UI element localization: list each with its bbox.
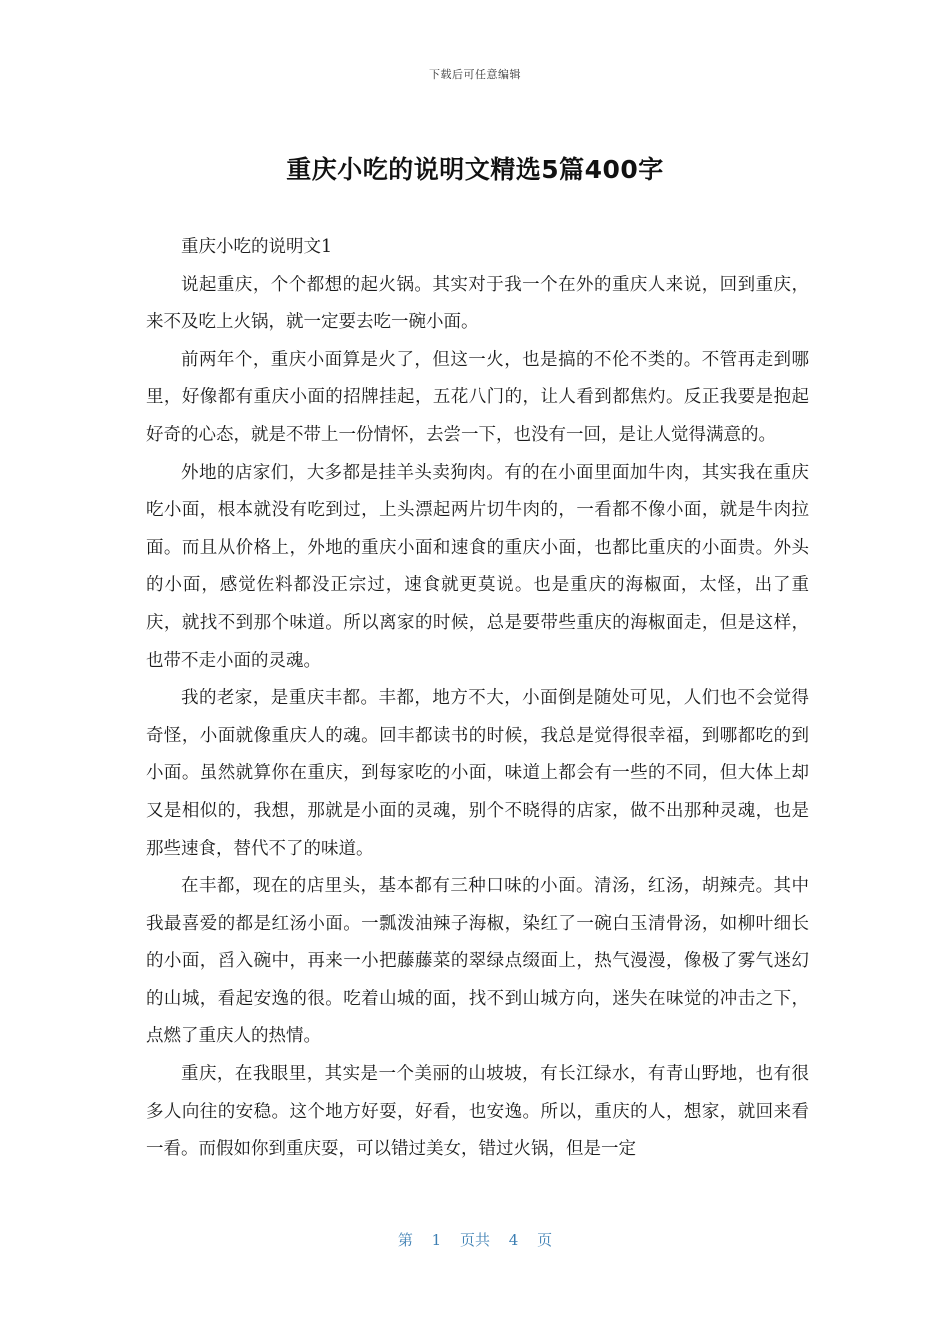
- page-number-footer: [0, 1229, 950, 1250]
- section-heading: 重庆小吃的说明文1: [181, 237, 333, 257]
- paragraph: 外地的店家们，大多都是挂羊头卖狗肉。有的在小面里面加牛肉，其实我在重庆吃小面，根本就没有吃到过，上头漂起两片切牛肉的，一看都不像小面，就是牛肉拉面。而且从价格上，外地的重庆小面和速食的重庆小面，也都比重庆的小面贵。外头的小面，感觉佐料都没正宗过，速食就更莫说。也是重庆的海椒面，太怪，出了重庆，就找不到那个味道。所以离家的时候，总是要带些重庆的海椒面走，但是这样，也带不走小面的灵魂。: [146, 462, 809, 671]
- current-page-number: 1: [431, 1231, 442, 1249]
- page-prefix: 第: [397, 1231, 413, 1249]
- paragraph: 我的老家，是重庆丰都。丰都，地方不大，小面倒是随处可见，人们也不会觉得奇怪，小面就像重庆人的魂。回丰都读书的时候，我总是觉得很幸福，到哪都吃的到小面。虽然就算你在重庆，到每家吃的小面，味道上都会有一些的不同，但大体上却又是相似的，我想，那就是小面的灵魂，别个不晓得的店家，做不出那种灵魂，也是那些速食，替代不了的味道。: [146, 688, 809, 859]
- page-suffix: 页: [537, 1231, 553, 1249]
- paragraph: 重庆，在我眼里，其实是一个美丽的山坡坡，有长江绿水，有青山野地，也有很多人向往的安稳。这个地方好耍，好看，也安逸。所以，重庆的人，想家，就回来看一看。而假如你到重庆耍，可以错过美女，错过火锅，但是一定: [146, 1064, 809, 1160]
- document-body: [146, 229, 809, 1169]
- total-pages-number: 4: [508, 1231, 519, 1249]
- paragraph: 说起重庆，个个都想的起火锅。其实对于我一个在外的重庆人来说，回到重庆，来不及吃上火锅，就一定要去吃一碗小面。: [146, 274, 809, 333]
- header-note: 下载后可任意编辑: [429, 68, 521, 81]
- document-title: 重庆小吃的说明文精选5篇400字: [286, 155, 664, 184]
- page-mid: 页共: [459, 1231, 490, 1249]
- paragraph: 前两年个，重庆小面算是火了，但这一火，也是搞的不伦不类的。不管再走到哪里，好像都有重庆小面的招牌挂起，五花八门的，让人看到都焦灼。反正我要是抱起好奇的心态，就是不带上一份情怀，去尝一下，也没有一回，是让人觉得满意的。: [146, 349, 809, 445]
- paragraph: 在丰都，现在的店里头，基本都有三种口味的小面。清汤，红汤，胡辣壳。其中我最喜爱的都是红汤小面。一瓢泼油辣子海椒，染红了一碗白玉清骨汤，如柳叶细长的小面，舀入碗中，再来一小把藤藤菜的翠绿点缀面上，热气漫漫，像极了雾气迷幻的山城，看起安逸的很。吃着山城的面，找不到山城方向，迷失在味觉的冲击之下，点燃了重庆人的热情。: [146, 876, 809, 1047]
